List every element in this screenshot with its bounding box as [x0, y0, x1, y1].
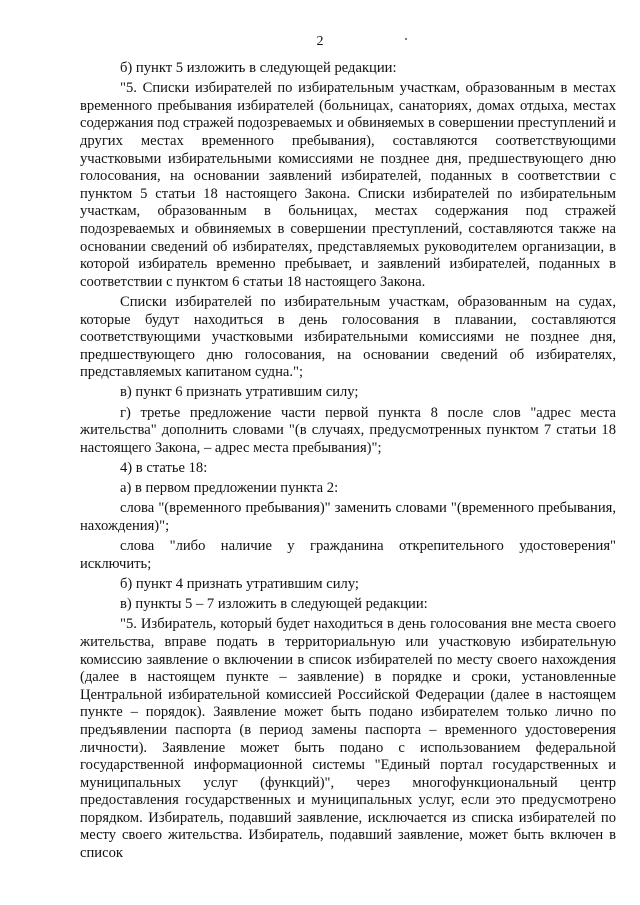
- scan-speck: [405, 38, 407, 40]
- page-number: 2: [316, 34, 324, 49]
- paragraph: в) пункт 6 признать утратившим силу;: [120, 384, 359, 401]
- paragraph: "5. Списки избирателей по избирательным участкам, образованным в местах временного пребывания избирателей (больницах, санаториях, домах отдыха, местах содержания под стражей подозреваемых и обвиняемых в совершении преступлений и других местах временного пребывания), составляются соответствующими участковыми избирательными комиссиями не позднее дня, предшествующего дню голосования, на основании заявлений избирателей, поданных в соответствии с пунктом 5 статьи 18 настоящего Закона. Списки избирателей по избирательным участкам, образованным в больницах, местах содержания под стражей подозреваемых и обвиняемых в совершении преступлений, составляются также на основании сведений об избирателях, представляемых руководителем организации, в которой избиратель временно пребывает, и заявлений избирателей, поданных в соответствии с пунктом 6 статьи 18 настоящего Закона.: [80, 80, 616, 290]
- paragraph: г) третье предложение части первой пункта 8 после слов "адрес места жительства" дополнить словами "(в случаях, предусмотренных пунктом 7 статьи 18 настоящего Закона, – адрес места пребывания)";: [80, 404, 616, 456]
- paragraph: б) пункт 4 признать утратившим силу;: [120, 575, 359, 592]
- paragraph: "5. Избиратель, который будет находиться в день голосования вне места своего жительства, вправе подать в территориальную или участковую избирательную комиссию заявление о включении в список избирателей по месту своего нахождения (далее в настоящем пункте – заявление) в порядке и сроки, установленные Центральной избирательной комиссией Российской Федерации (далее в настоящем пункте – порядок). Заявление может быть подано избирателем только лично по предъявлении паспорта (в период замены паспорта – временного удостоверения личности). Заявление может быть подано с использованием федеральной государственной информационной системы "Единый портал государственных и муниципальных услуг (функций)", через многофункциональный центр предоставления государственных и муниципальных услуг, если это предусмотрено порядком. Избиратель, подавший заявление, исключается из списка избирателей по месту своего жительства. Избиратель, подавший заявление, может быть включен в список: [80, 616, 616, 862]
- document-body: [80, 60, 616, 865]
- paragraph: 4) в статье 18:: [120, 460, 208, 477]
- paragraph: б) пункт 5 изложить в следующей редакции:: [120, 60, 397, 76]
- paragraph: слова "либо наличие у гражданина открепительного удостоверения" исключить;: [80, 538, 616, 572]
- paragraph: а) в первом предложении пункта 2:: [120, 480, 339, 497]
- paragraph: Списки избирателей по избирательным участкам, образованным на судах, которые будут находиться в день голосования в плавании, составляются соответствующими участковыми избирательными комиссиями не позднее дня, предшествующего дню голосования, на основании сведений об избирателях, представляемых капитаном судна.";: [80, 293, 616, 381]
- paragraph: слова "(временного пребывания)" заменить словами "(временного пребывания, нахождения)";: [80, 500, 616, 534]
- paragraph: в) пункты 5 – 7 изложить в следующей редакции:: [120, 596, 428, 613]
